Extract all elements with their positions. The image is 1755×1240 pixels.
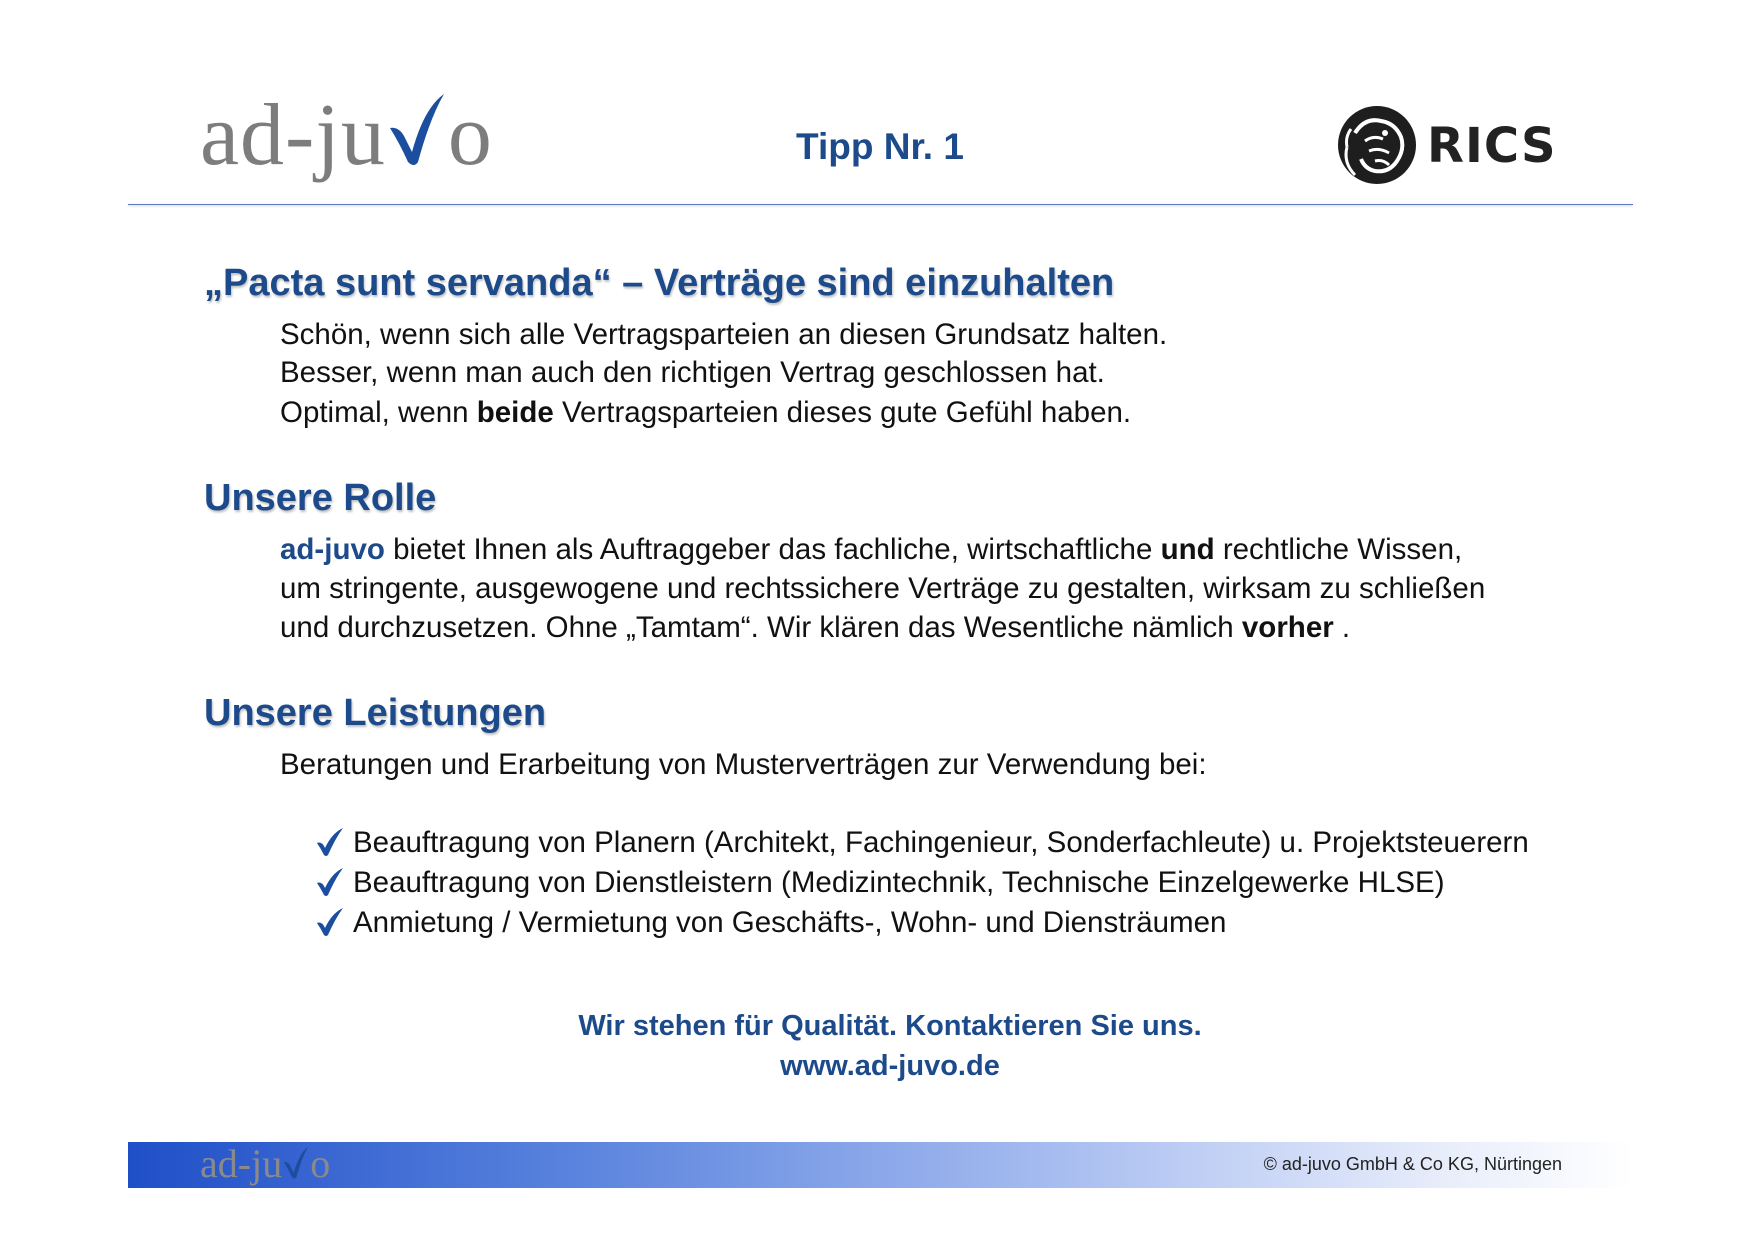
rics-logo (1335, 100, 1560, 190)
section3-intro: Beratungen und Erarbeitung von Musterverträgen zur Verwendung bei: (280, 748, 1207, 781)
section1-line-1: Schön, wenn sich alle Vertragsparteien an diesen Grundsatz halten. (280, 318, 1168, 351)
footer-logo (200, 1141, 331, 1186)
section2-line-3 (280, 611, 1350, 645)
contact-cta: Wir stehen für Qualität. Kontaktieren Sie uns. (578, 1010, 1202, 1042)
text-span: rechtliche Wissen, (1214, 533, 1463, 566)
footer-logo-check-icon (282, 1144, 310, 1180)
rics-logo-text: RICS (1427, 118, 1557, 174)
checkmark-icon (315, 827, 345, 857)
website-link[interactable]: www.ad-juvo.de (780, 1050, 1000, 1082)
text-span: Vertragsparteien dieses gute Gefühl haben. (553, 396, 1132, 429)
list-item (315, 906, 1226, 940)
page-title: Tipp Nr. 1 (796, 126, 964, 167)
text-span: bietet Ihnen als Auftraggeber das fachliche, wirtschaftliche (384, 533, 1161, 566)
section-heading-rolle: Unsere Rolle (204, 477, 437, 519)
text-span: . (1333, 611, 1351, 644)
ad-juvo-logo (200, 88, 500, 198)
checkmark-icon (315, 907, 345, 937)
text-span: und durchzusetzen. Ohne „Tamtam“. Wir klären das Wesentliche nämlich (280, 611, 1242, 644)
list-item-label: Beauftragung von Dienstleistern (Medizintechnik, Technische Einzelgewerke HLSE) (353, 866, 1445, 899)
bold-emphasis: und (1160, 533, 1215, 566)
header-divider (128, 204, 1633, 205)
footer-logo-text-start: ad-ju (200, 1141, 283, 1186)
logo-check-icon (386, 88, 448, 168)
section1-line-2: Besser, wenn man auch den richtigen Vertrag geschlossen hat. (280, 356, 1105, 389)
list-item (315, 866, 1445, 900)
footer-logo-text-end: o (310, 1141, 331, 1186)
section-heading-leistungen: Unsere Leistungen (204, 692, 547, 734)
section2-line-1 (280, 533, 1462, 567)
bold-emphasis: vorher (1241, 611, 1334, 644)
section2-line-2: um stringente, ausgewogene und rechtssichere Verträge zu gestalten, wirksam zu schließen (280, 572, 1486, 605)
logo-text-end: o (447, 87, 493, 184)
list-item (315, 826, 1529, 860)
text-span: Optimal, wenn (280, 396, 477, 429)
rics-lion-icon (1335, 103, 1419, 187)
list-item-label: Beauftragung von Planern (Architekt, Fachingenieur, Sonderfachleute) u. Projektsteuerern (353, 826, 1529, 859)
brand-name: ad-juvo (280, 533, 385, 566)
list-item-label: Anmietung / Vermietung von Geschäfts-, Wohn- und Diensträumen (353, 906, 1227, 939)
bold-emphasis: beide (476, 396, 554, 429)
section1-line-3 (280, 396, 1131, 430)
logo-text-start: ad-ju (200, 87, 386, 184)
footer-copyright: © ad-juvo GmbH & Co KG, Nürtingen (1263, 1154, 1562, 1174)
checkmark-icon (315, 867, 345, 897)
section-heading-pacta: „Pacta sunt servanda“ – Verträge sind einzuhalten (204, 262, 1115, 304)
